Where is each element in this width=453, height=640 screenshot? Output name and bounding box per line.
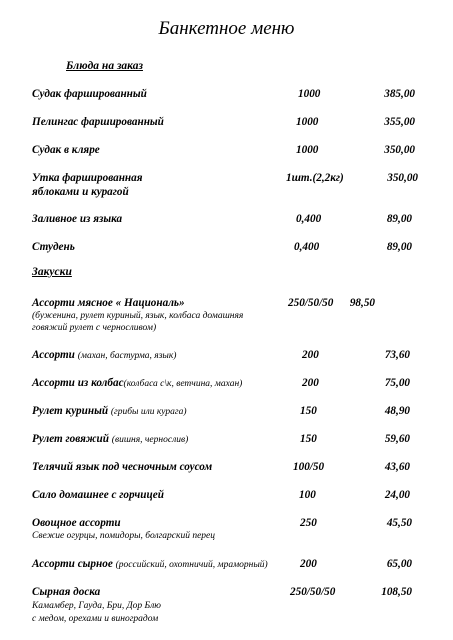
item-quantity: 250 [300,517,317,529]
item-description: (махан, бастурма, язык) [77,351,177,361]
item-name: Утка фаршированная [32,172,143,184]
item-price: 24,00 [384,489,410,501]
item-quantity: 200 [300,558,317,570]
item-name: Ассорти мясное « Националь» [32,297,185,309]
item-description: (буженина, рулет куриный, язык, колбаса домашняя [32,311,244,321]
item-price: 350,00 [387,172,418,184]
item-price: 350,00 [384,144,415,156]
menu-item [32,349,432,365]
item-price: 89,00 [386,213,412,225]
section-heading-snacks: Закуски [32,266,72,278]
item-price: 98,50 [349,297,375,309]
item-price: 73,60 [384,349,410,361]
item-name: Овощное ассорти [32,517,121,529]
item-quantity: 150 [300,405,317,417]
menu-item [32,405,432,421]
page-title: Банкетное меню [158,18,295,39]
item-quantity: 0,400 [294,241,320,253]
menu-item [32,586,432,624]
item-price: 43,60 [384,461,410,473]
item-quantity: 1000 [296,144,319,156]
item-name: Студень [32,241,75,253]
item-description: (грибы или курага) [110,407,187,417]
menu-item [32,241,432,257]
item-name: Ассорти (махан, бастурма, язык) [32,349,177,361]
item-description: Камамбер, Гауда, Бри, Дор Блю [32,601,161,611]
item-name: Телячий язык под чесночным соусом [32,461,213,473]
menu-item [32,433,432,449]
item-description: говяжий рулет с черносливом) [32,323,157,333]
item-name: Ассорти из колбас(колбаса с\к, ветчина, махан) [32,377,243,389]
item-quantity: 100/50 [293,461,325,473]
item-quantity: 150 [300,433,317,445]
item-name: Сало домашнее с горчицей [32,489,164,501]
item-quantity: 1шт.(2,2кг) [286,172,344,184]
item-name-line2: яблоками и курагой [32,186,129,198]
menu-item [32,213,432,229]
item-name: Заливное из языка [32,213,123,225]
menu-item [32,377,432,393]
item-name: Пелингас фаршированный [32,116,164,128]
item-quantity: 200 [302,349,319,361]
menu-item [32,558,432,574]
item-name: Рулет говяжий (вишня, чернослив) [32,433,189,445]
item-quantity: 250/50/50 [290,586,336,598]
menu-item [32,116,432,132]
menu-item [32,461,432,477]
item-quantity: 1000 [298,88,321,100]
item-name: Судак в кляре [32,144,100,156]
item-quantity: 1000 [296,116,319,128]
item-price: 108,50 [381,586,412,598]
item-price: 75,00 [384,377,410,389]
item-description: (колбаса с\к, ветчина, махан) [123,379,243,389]
item-name: Ассорти сырное (российский, охотничий, мраморный) [32,558,268,570]
item-name: Сырная доска [32,586,101,598]
menu-item [32,489,432,505]
item-price: 89,00 [386,241,412,253]
item-price: 355,00 [384,116,415,128]
menu-item [32,297,432,333]
item-description: Свежие огурцы, помидоры, болгарский перец [32,531,216,541]
item-name: Рулет куриный (грибы или курага) [32,405,187,417]
item-quantity: 200 [302,377,319,389]
menu-item [32,172,432,198]
item-description: (российский, охотничий, мраморный) [115,560,268,570]
item-quantity: 0,400 [296,213,322,225]
menu-item [32,517,432,541]
item-price: 59,60 [384,433,410,445]
item-quantity: 100 [299,489,316,501]
item-price: 48,90 [384,405,410,417]
item-price: 65,00 [386,558,412,570]
item-quantity: 250/50/50 [288,297,334,309]
menu-item [32,144,432,160]
item-price: 385,00 [384,88,415,100]
item-name: Судак фаршированный [32,88,147,100]
item-description: с медом, орехами и виноградом [32,614,159,624]
item-price: 45,50 [386,517,412,529]
section-heading-order: Блюда на заказ [66,60,143,72]
item-description: (вишня, чернослив) [111,435,189,445]
menu-item [32,88,432,104]
